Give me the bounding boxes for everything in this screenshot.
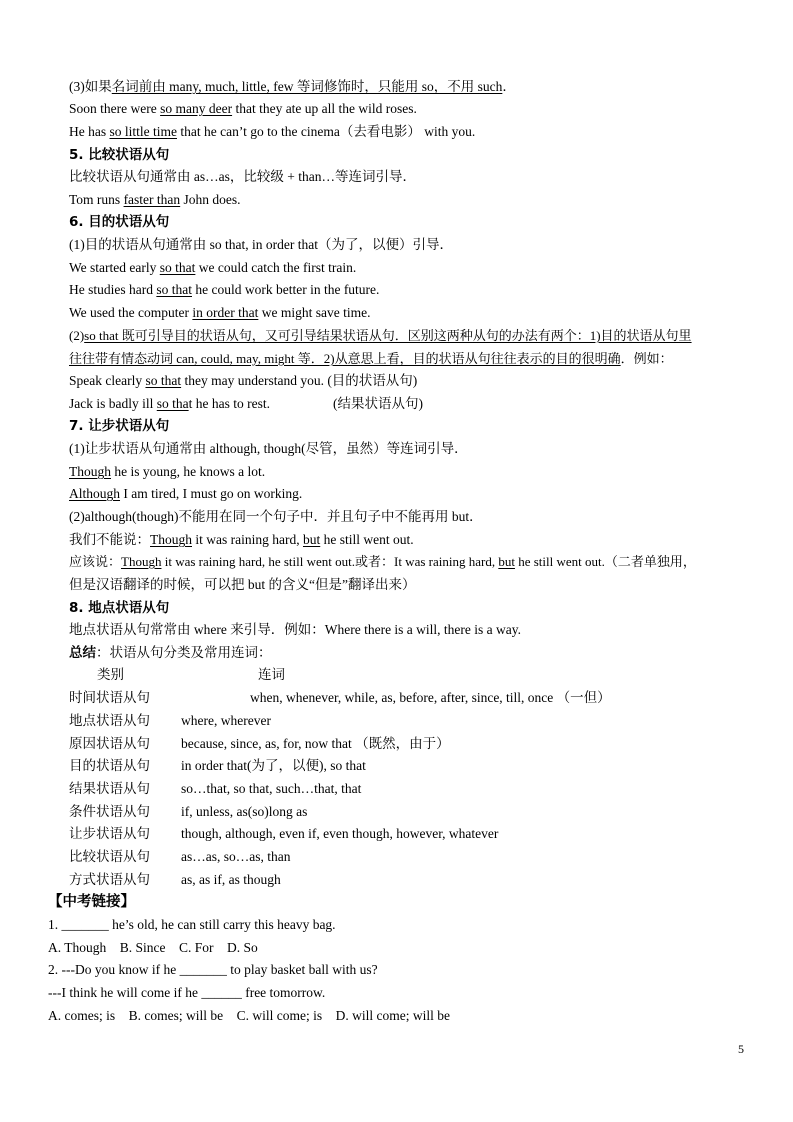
summary-row [69,712,271,730]
text: he still went out.（二者单独用， [514,554,696,569]
clause-type: 目的状语从句 [69,758,150,773]
clause-type: 地点状语从句 [69,713,150,728]
example-sentence [69,553,696,571]
text: t he has to rest. [188,396,270,411]
clause-type: 比较状语从句 [69,849,150,864]
text: we could catch the first train. [195,260,357,275]
example-sentence [69,281,379,299]
text: We started early [69,260,160,275]
text: he still went out. [320,532,414,547]
underlined-text: 往往带有情态动词 can, could, may, might 等．2)从意思上看，目的状语从句往往表示的目的很明确 [69,351,621,366]
rule-line: (2)although(though)不能用在同一个句子中．并且句子中不能再用 but． [69,509,483,524]
question-2-options: A. comes; is B. comes; will be C. will come; is D. will come; will be [48,1008,450,1023]
question-1: 1. _______ he’s old, he can still carry this heavy bag. [48,917,336,932]
underlined-text: so tha [156,396,189,411]
text: He studies hard [69,282,157,297]
text: ：状语从句分类及常用连词： [96,645,272,660]
text: that they ate up all the wild roses. [232,101,417,116]
clause-type: 时间状语从句 [69,690,150,705]
underlined-text: Though [69,464,111,479]
underlined-text: faster than [123,192,181,207]
underlined-text: so that [145,373,182,388]
text: 我们不能说： [69,532,150,547]
conjunctions: so…that, so that, such…that, that [181,781,362,796]
conjunctions: if, unless, as(so)long as [181,804,308,819]
clause-type: 原因状语从句 [69,736,150,751]
summary-intro [69,644,272,662]
rule-line: (1)目的状语从句通常由 so that, in order that（为了，以便）引导． [69,237,453,252]
conjunctions: when, whenever, while, as, before, after, since, till, once （一但） [250,690,611,705]
conjunctions: because, since, as, for, now that （既然，由于） [181,736,450,751]
rule-line [69,327,692,345]
section-heading-7: 7. 让步状语从句 [69,418,170,434]
summary-row [69,689,611,707]
summary-label: 总结 [69,645,96,661]
text: He has [69,124,110,139]
text: ．例如： [620,351,673,366]
underlined-text: so that [156,282,192,297]
summary-row [69,735,450,753]
example-sentence [69,395,270,413]
rule-line: 地点状语从句常常由 where 来引导．例如：Where there is a will, there is a way. [69,622,522,637]
text: We used the computer [69,305,193,320]
conjunctions: as…as, so…as, than [181,849,291,864]
example-sentence [69,100,417,118]
example-sentence [69,304,370,322]
rule-line: 但是汉语翻译的时候，可以把 but 的含义“但是”翻译出来） [69,577,416,592]
rule-line: 比较状语从句通常由 as…as，比较级 + than…等连词引导． [69,169,416,184]
text: we might save time. [258,305,371,320]
column-header-words: 连词 [258,667,285,682]
clause-type: 结果状语从句 [69,781,150,796]
summary-row [69,803,308,821]
section-heading-5: 5. 比较状语从句 [69,147,170,163]
underlined-text: Although [69,486,121,501]
conjunctions: though, although, even if, even though, however, whatever [181,826,499,841]
underlined-text: so that 既可引导目的状语从句，又可引导结果状语从句．区别这两种从句的办法有两个：1)目的状语从句里 [84,328,692,343]
underlined-text: Though [121,554,162,569]
conjunctions: where, wherever [181,713,271,728]
text: (2) [69,328,85,343]
example-sentence [69,463,265,481]
underlined-text: Though [150,532,192,547]
rule-line: (1)让步状语从句通常由 although, though(尽管，虽然）等连词引导． [69,441,468,456]
text: they may understand you. (目的状语从句) [181,373,418,388]
example-sentence [69,191,241,209]
rule-line [69,350,673,368]
question-2: 2. ---Do you know if he _______ to play basket ball with us? [48,962,378,977]
underlined-text: 名词前由 many, much, little, few 等词修饰时，只能用 so，不用 such [111,79,503,94]
text: Tom runs [69,192,124,207]
text: that he can’t go to the cinema（去看电影） with you. [177,124,476,139]
column-header-type: 类别 [97,667,124,682]
example-sentence [69,123,475,141]
text: Soon there were [69,101,161,116]
example-sentence [69,372,417,390]
text: he could work better in the future. [191,282,380,297]
underlined-text: so many deer [160,101,233,116]
example-sentence [69,259,356,277]
underlined-text: so little time [109,124,177,139]
summary-row [69,871,281,889]
text: Jack is badly ill [69,396,157,411]
annotation: (结果状语从句) [333,396,423,411]
conjunctions: in order that(为了，以便), so that [181,758,366,773]
clause-type: 条件状语从句 [69,804,150,819]
section-heading-8: 8. 地点状语从句 [69,600,170,616]
text: he is young, he knows a lot. [111,464,266,479]
conjunctions: as, as if, as though [181,872,281,887]
rule-line-3 [69,78,516,96]
clause-type: 让步状语从句 [69,826,150,841]
text: John does. [180,192,241,207]
underlined-text: so that [159,260,196,275]
summary-row [69,757,366,775]
text: 应该说： [69,554,122,569]
summary-row [69,780,362,798]
text: I am tired, I must go on working. [120,486,303,501]
text: it was raining hard, he still went out.或者：It was raining hard, [161,554,499,569]
question-1-options: A. Though B. Since C. For D. So [48,940,258,955]
underlined-text: in order that [192,305,259,320]
text: (3)如果 [69,79,112,94]
summary-row [69,848,291,866]
text: it was raining hard, [192,532,303,547]
text: Speak clearly [69,373,146,388]
page-number: 5 [738,1042,744,1056]
text: ． [502,79,516,94]
summary-row [69,825,499,843]
exam-link-heading: 【中考链接】 [48,894,135,910]
example-sentence [69,531,414,549]
section-heading-6: 6. 目的状语从句 [69,214,170,230]
question-2-line-2: ---I think he will come if he ______ free tomorrow. [48,985,326,1000]
example-sentence [69,485,302,503]
underlined-text: but [302,532,321,547]
underlined-text: but [498,554,515,569]
clause-type: 方式状语从句 [69,872,150,887]
